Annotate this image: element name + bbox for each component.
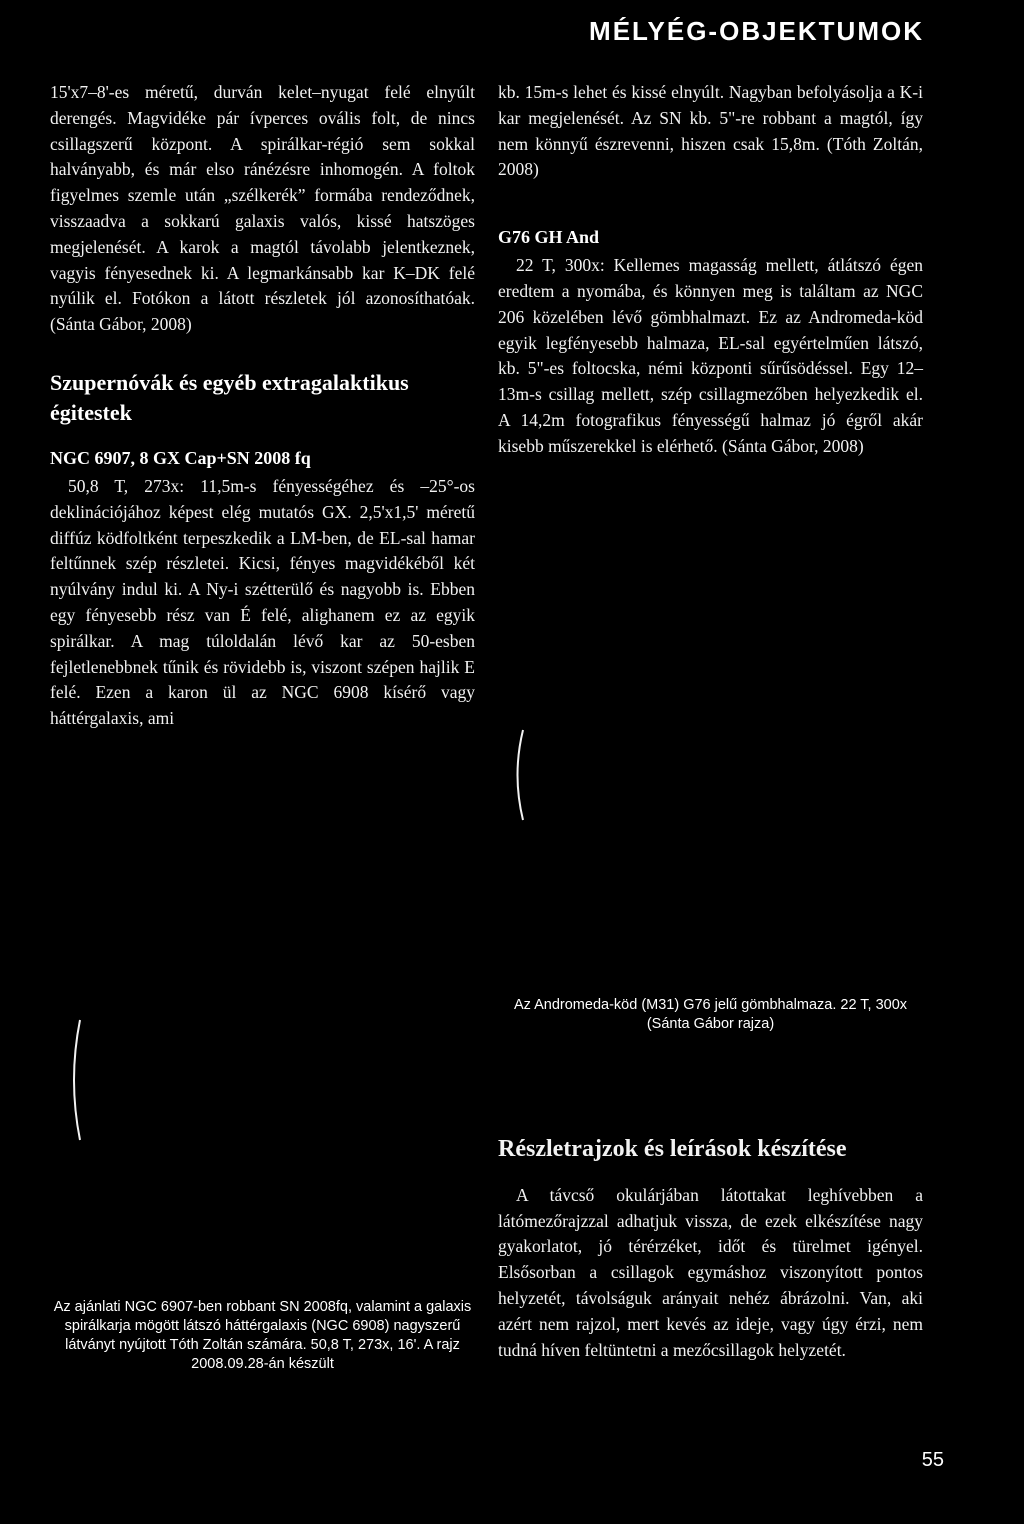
right-column — [498, 80, 923, 460]
figure-caption-ngc6907: Az ajánlati NGC 6907-ben robbant SN 2008fq, valamint a galaxis spirálkarja mögött látszó háttérgalaxis (NGC 6908) nagyszerű látványt nyújtott Tóth Zoltán számára. 50,8 T, 273x, 16'. A rajz 2008.09.28-án készült — [53, 1299, 472, 1372]
object-paragraph-g76: 22 T, 300x: Kellemes magasság mellett, átlátszó égen eredtem a nyomába, és könnyen meg is találtam az NGC 206 közelében lévő gömbhalmazt. Ez az Andromeda-köd egyik legfényesebb halmaza, EL-sal egyértelműen látszó, kb. 5"-es foltocska, némi központi sűrűsödéssel. Egy 12–13m-s csillag mellett, szép csillagmezőben helyezkedik el. A 14,2m fotografikus fényességű halmaz jó égről akár kisebb műszerekkel is elérhető. (Sánta Gábor, 2008) — [498, 255, 923, 456]
left-column — [50, 80, 475, 732]
sketch-ngc6907 — [50, 910, 475, 1290]
intro-paragraph: 15'x7–8'-es méretű, durván kelet–nyugat felé elnyúlt derengés. Magvidéke pár ívperces ovális folt, de nincs csillagszerű központ. A spirálkar-régió sem sokkal halványabb, és már elso ránézésre inhomogén. A foltok figyelmes szemle után „szélkerék” formába rendeződnek, visszaadva a sokkarú galaxis valós, kissé hatszöges megjelenését. A karok a magtól távolabb jelentkeznek, vagyis fényesednek ki. A legmarkánsabb kar K–DK felé nyúlik el. Fotókon a látott részletek jól azonosíthatóak. (Sánta Gábor, 2008) — [50, 82, 475, 335]
figure-caption-g76: Az Andromeda-köd (M31) G76 jelű gömbhalmaza. 22 T, 300x (Sánta Gábor rajza) — [513, 997, 908, 1032]
section-heading-supernovae: Szupernóvák és egyéb extragalaktikus égitestek — [50, 369, 409, 425]
continuation-paragraph: kb. 15m-s lehet és kissé elnyúlt. Nagyban befolyásolja a K-i kar megjelenését. Az SN kb. 5"-re robbant a magtól, így nem könnyű észrevenni, hiszen csak 15,8m. (Tóth Zoltán, 2008) — [498, 82, 923, 180]
eyepiece-arc-left — [50, 910, 475, 1290]
section-title: MÉLYÉG-OBJEKTUMOK — [589, 16, 924, 46]
sketch-g76 — [498, 570, 923, 990]
eyepiece-arc-right — [498, 570, 923, 990]
sketches-paragraph: A távcső okulárjában látottakat leghívebben a látómezőrajzzal adhatjuk vissza, de ezek elkészítése nagy gyakorlatot, jó térérzéket, időt és türelmet igényel. Elsősorban a csillagok egymáshoz viszonyított pontos helyzetét, távolságuk arányait nehéz ábrázolni. Van, aki azért nem rajzol, mert kevés az ideje, vagy úgy érzi, nem tudná híven feltüntetni a mezőcsillagok helyzetét. — [498, 1184, 923, 1360]
object-title-ngc6907: NGC 6907, 8 GX Cap+SN 2008 fq — [50, 447, 311, 468]
object-paragraph-ngc6907: 50,8 T, 273x: 11,5m-s fényességéhez és –25°-os deklinációjához képest elég mutatós GX. 2,5'x1,5' méretű diffúz ködfoltként terpeszkedik a LM-ben, de EL-sal hamar feltűnnek szép részletei. Kicsi, fényes magvidékéből két nyúlvány indul ki. A Ny-i szétterülő és nagyobb is. Ebben egy fényesebb rész van É felé, alighanem ez az egyik spirálkar. A mag túloldalán lévő kar az 50-esben fejletlenebbnek tűnik és rövidebb is, viszont szépen hajlik E felé. Ezen a karon ül az NGC 6908 kísérő vagy háttérgalaxis, ami — [50, 475, 475, 729]
page-number: 55 — [921, 1449, 944, 1471]
object-title-g76: G76 GH And — [498, 227, 600, 248]
section-heading-sketches: Részletrajzok és leírások készítése — [498, 1135, 847, 1162]
right-lower-section — [498, 1116, 923, 1363]
